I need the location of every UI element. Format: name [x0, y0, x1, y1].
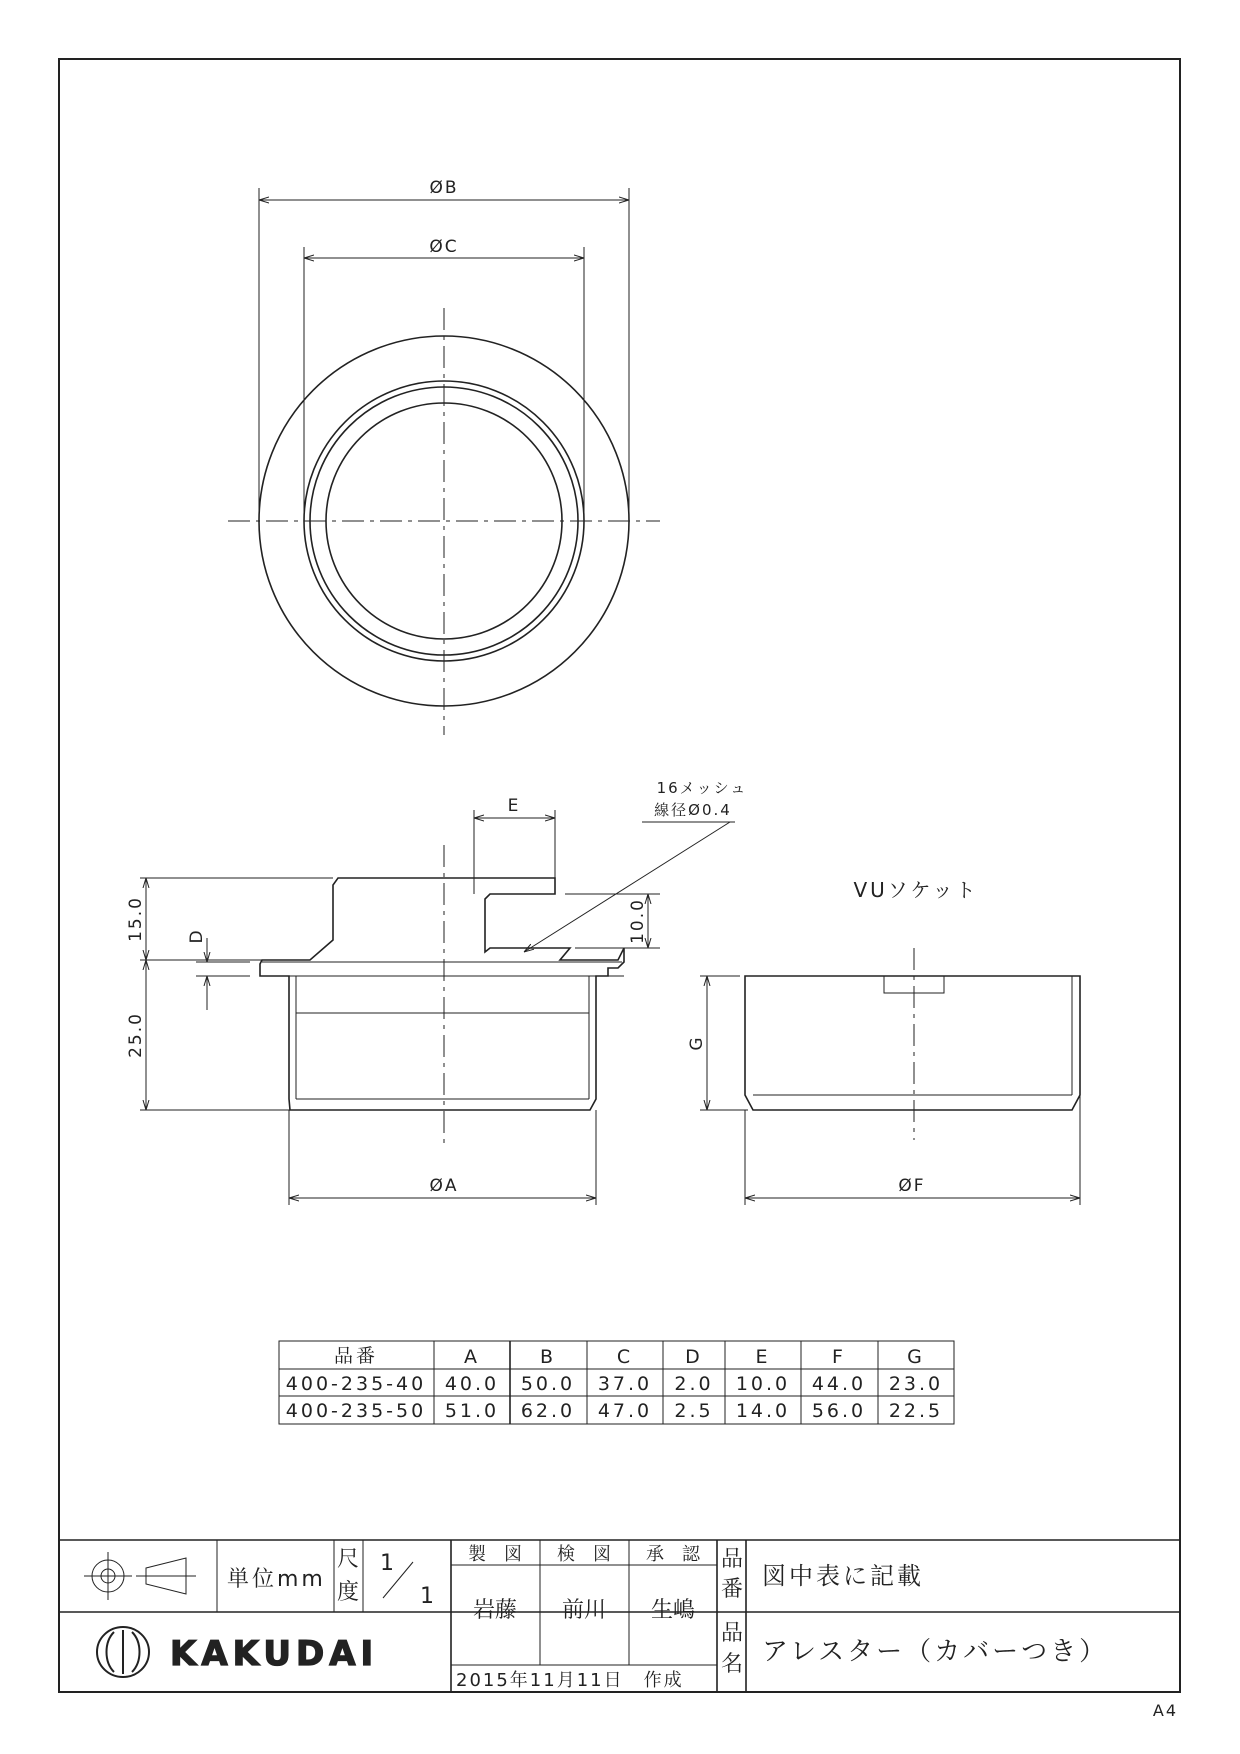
spec-table	[279, 1341, 954, 1424]
table-cell: 44.0	[811, 1373, 867, 1395]
dim-d: D	[187, 928, 207, 944]
socket-label: VUソケット	[853, 878, 979, 902]
dim-phi-f: ØF	[898, 1176, 926, 1196]
hinban-label-1: 品	[721, 1547, 744, 1572]
th-g: G	[907, 1346, 925, 1368]
dim-15: 15.0	[126, 896, 146, 942]
th-e: E	[755, 1346, 771, 1368]
socket-profile	[745, 976, 1080, 1110]
title-block	[59, 1540, 1180, 1692]
vu-socket-view	[687, 878, 1080, 1205]
table-cell: 400-235-40	[285, 1373, 427, 1395]
col-shonin: 承 認	[646, 1544, 700, 1565]
dim-phi-a: ØA	[429, 1176, 459, 1196]
dim-25: 25.0	[126, 1012, 146, 1058]
table-cell: 2.0	[674, 1373, 714, 1395]
hinban-value: 図中表に記載	[762, 1562, 924, 1590]
table-cell: 51.0	[444, 1400, 500, 1422]
col-seizu: 製 図	[468, 1544, 522, 1565]
drawing-frame	[59, 59, 1180, 1692]
table-cell: 22.5	[888, 1400, 944, 1422]
side-profile	[260, 878, 624, 1110]
drafter: 岩藤	[472, 1598, 518, 1623]
scale-label-2: 度	[337, 1580, 360, 1605]
kakudai-logo-icon	[97, 1627, 149, 1677]
th-d: D	[685, 1346, 703, 1368]
dim-g: G	[687, 1035, 707, 1051]
th-hinban: 品番	[333, 1345, 379, 1367]
table-cell: 37.0	[597, 1373, 653, 1395]
dim-phi-b: ØB	[429, 178, 459, 198]
table-cell: 10.0	[735, 1373, 791, 1395]
scale-label-1: 尺	[337, 1547, 360, 1572]
hinmei-label-1: 品	[721, 1621, 744, 1646]
table-cell: 2.5	[674, 1400, 714, 1422]
scale-den: 1	[420, 1584, 434, 1609]
approver: 生嶋	[650, 1598, 696, 1623]
hinmei-value: アレスター（カバーつき）	[762, 1637, 1109, 1667]
top-view	[228, 178, 660, 735]
dim-10: 10.0	[628, 898, 648, 944]
table-cell: 23.0	[888, 1373, 944, 1395]
table-cell: 50.0	[520, 1373, 576, 1395]
th-c: C	[616, 1346, 634, 1368]
table-cell: 400-235-50	[285, 1400, 427, 1422]
table-cell: 14.0	[735, 1400, 791, 1422]
th-a: A	[464, 1346, 480, 1368]
hinmei-label-2: 名	[721, 1652, 744, 1677]
paper-size: A4	[1152, 1701, 1178, 1720]
table-cell: 56.0	[811, 1400, 867, 1422]
table-cell: 40.0	[444, 1373, 500, 1395]
third-angle-projection-icon	[84, 1552, 196, 1600]
dim-e: E	[507, 796, 521, 816]
table-cell: 62.0	[520, 1400, 576, 1422]
col-kenzu: 検 図	[557, 1544, 611, 1565]
unit-label: 単位mm	[227, 1567, 326, 1592]
th-f: F	[832, 1346, 846, 1368]
side-view	[126, 779, 747, 1205]
note-mesh-2: 線径Ø0.4	[654, 801, 732, 819]
dim-phi-c: ØC	[429, 237, 459, 257]
table-cell: 47.0	[597, 1400, 653, 1422]
date: 2015年11月11日 作成	[456, 1670, 684, 1691]
company-name: KAKUDAI	[170, 1634, 379, 1674]
th-b: B	[539, 1346, 557, 1368]
checker: 前川	[561, 1598, 607, 1623]
hinban-label-2: 番	[721, 1577, 744, 1602]
note-mesh-1: 16メッシュ	[656, 779, 748, 797]
scale-num: 1	[380, 1551, 394, 1576]
